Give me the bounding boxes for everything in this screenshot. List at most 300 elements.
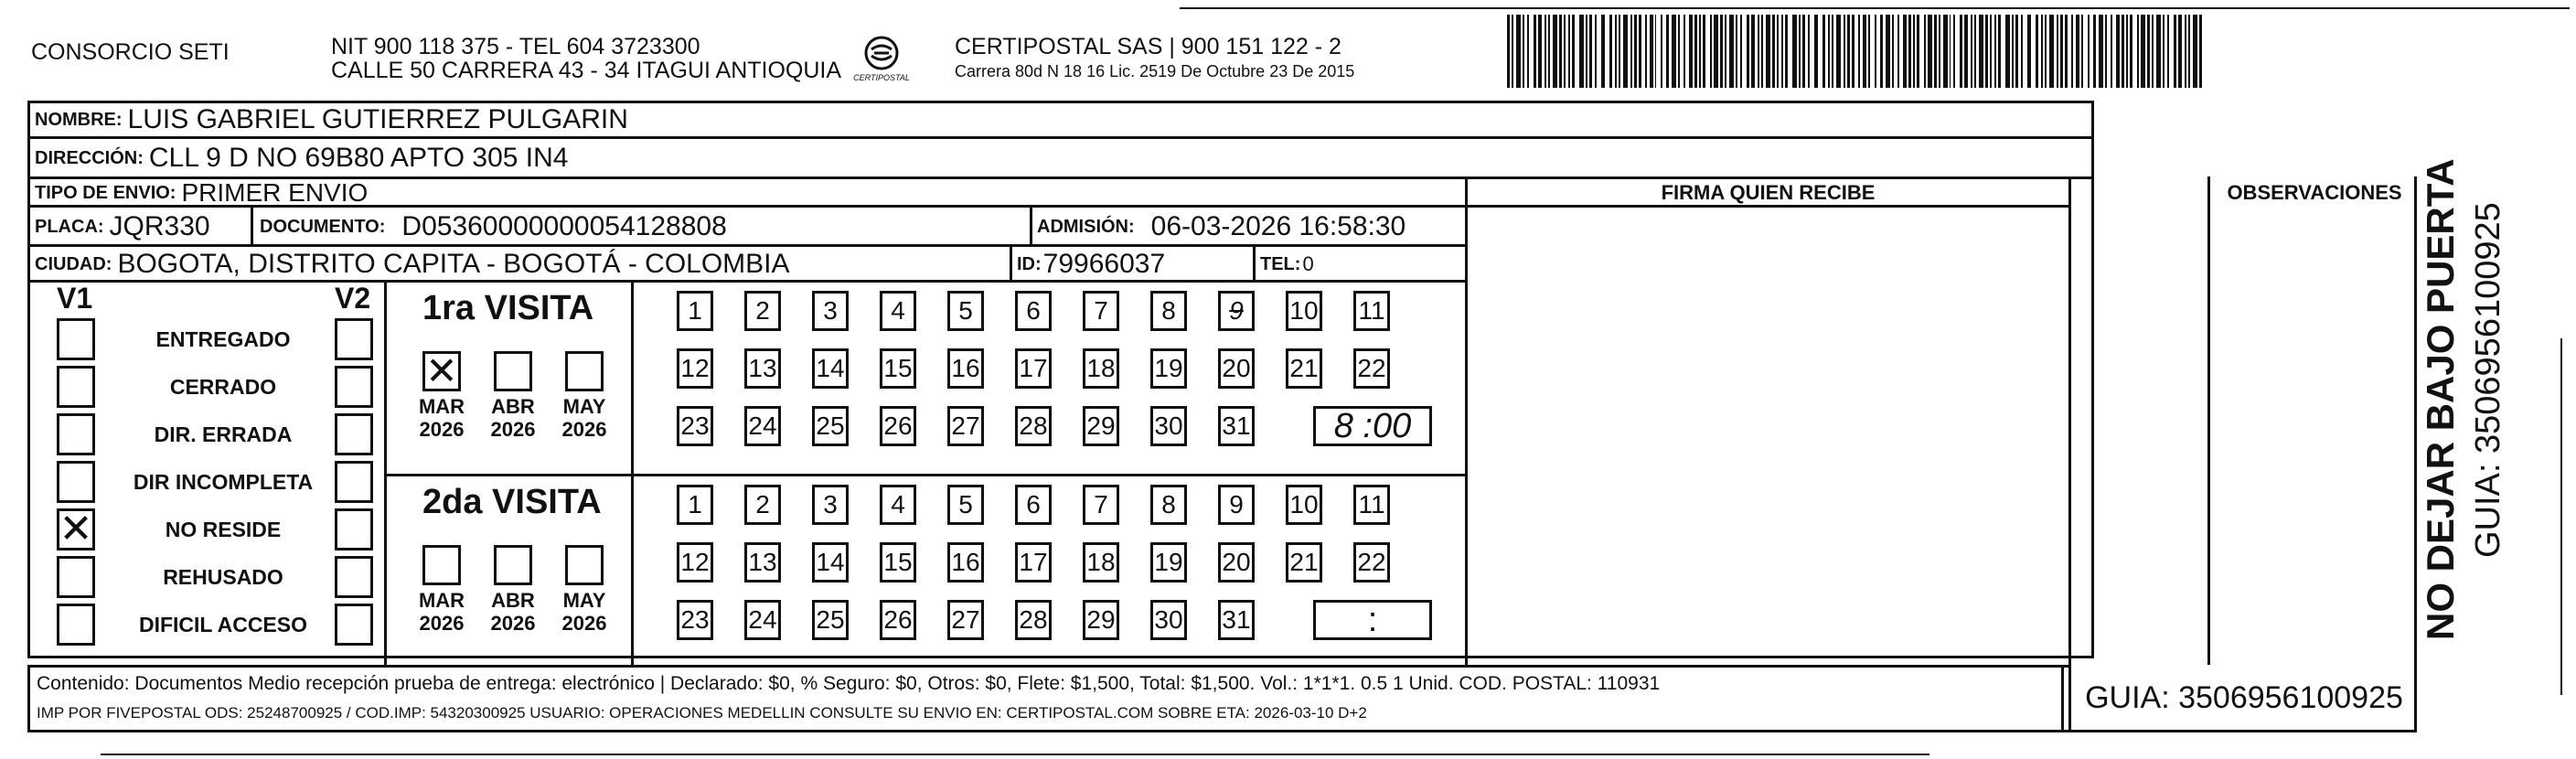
barcode-bar [1512, 15, 1513, 88]
first-year-label: 2026 [490, 418, 536, 441]
footer-guia: GUIA: 3506956100925 [2085, 680, 2403, 715]
first-day-box[interactable]: 15 [880, 348, 916, 389]
first-month-checkbox[interactable] [494, 351, 532, 391]
second-month-label: ABR [491, 589, 535, 612]
first-day-box[interactable]: 21 [1286, 348, 1322, 389]
barcode-bar [2167, 15, 2169, 88]
first-day-box[interactable]: 13 [744, 348, 781, 389]
first-day-box[interactable]: 8 [1150, 291, 1187, 331]
barcode-bar [1799, 15, 1801, 88]
certipostal-line: CERTIPOSTAL SAS | 900 151 122 - 2 [955, 34, 1341, 59]
second-month-caption [556, 589, 613, 635]
warning-text: NO DEJAR BAJO PUERTA [2419, 158, 2462, 640]
certipostal-logo-icon [854, 33, 909, 91]
v2-checkbox[interactable] [335, 318, 373, 360]
barcode-bar [2057, 15, 2058, 88]
first-day-box[interactable]: 28 [1015, 406, 1052, 446]
nombre-value: LUIS GABRIEL GUTIERREZ PULGARIN [127, 104, 628, 134]
footer-print-line: IMP POR FIVEPOSTAL ODS: 25248700925 / COD.IMP: 54320300925 USUARIO: OPERACIONES MEDELLIN CONSULTE SU ENVIO EN: CERTIPOSTAL.COM SOBRE ETA: 2026-03-10 D+2 [37, 704, 1367, 722]
barcode-bar [1559, 15, 1562, 88]
first-year-label: 2026 [419, 418, 465, 441]
barcode-bar [1892, 15, 1894, 88]
barcode-bar [2049, 15, 2054, 88]
footer-content-line: Contenido: Documentos Medio recepción prueba de entrega: electrónico | Declarado: $0, % Seguro: $0, Otros: $0, Flete: $1,500, Total: $1,500. Vol.: 1*1*1. 0.5 1 Unid. COD. POSTAL: 110931 [37, 673, 1661, 694]
barcode-bar [1781, 15, 1783, 88]
first-day-box[interactable]: 16 [947, 348, 984, 389]
barcode-bar [2174, 15, 2176, 88]
v1-checkbox[interactable] [57, 461, 95, 503]
edge-rule [2560, 338, 2562, 695]
barcode-bar [1844, 15, 1845, 88]
barcode-bar [1736, 15, 1737, 88]
barcode-bar [1924, 15, 1926, 88]
nombre-field [35, 102, 628, 137]
status-reason-label: NO RESIDE [165, 518, 282, 541]
second-day-box[interactable]: 22 [1353, 542, 1390, 583]
second-day-box[interactable]: 10 [1286, 485, 1322, 525]
barcode-bar [1740, 15, 1742, 88]
second-day-box[interactable]: 28 [1015, 600, 1052, 640]
barcode-bar [1572, 15, 1575, 88]
barcode-bar [2141, 15, 2145, 88]
barcode-bar [1913, 15, 1915, 88]
barcode-bar [1832, 15, 1833, 88]
status-reason-label: DIR INCOMPLETA [133, 470, 314, 494]
barcode-bar [1523, 15, 1524, 88]
barcode-bar [2137, 15, 2139, 88]
barcode-bar [1808, 15, 1810, 88]
barcode-bar [1615, 15, 1617, 88]
barcode-bar [2065, 15, 2068, 88]
direccion-field [35, 139, 568, 177]
barcode-bar [1836, 15, 1841, 88]
second-day-box[interactable]: 30 [1150, 600, 1187, 640]
barcode-bar [1943, 15, 1948, 88]
col-divider [1253, 247, 1256, 280]
barcode-bar [1507, 15, 1510, 88]
barcode-bar [1634, 15, 1637, 88]
barcode-bar [1990, 15, 1992, 88]
barcode-bar [1545, 15, 1546, 88]
first-year-label: 2026 [561, 418, 607, 441]
barcode-bar [1979, 15, 1983, 88]
observaciones-header: OBSERVACIONES [2227, 181, 2402, 204]
first-month-caption [556, 395, 613, 441]
documento-value: D05360000000054128808 [401, 211, 727, 241]
barcode-bar [1974, 15, 1976, 88]
v2-checkbox[interactable] [335, 366, 373, 408]
v2-checkbox[interactable] [335, 556, 373, 598]
barcode-bar [1852, 15, 1855, 88]
first-day-box[interactable]: 11 [1353, 291, 1390, 331]
id-value: 79966037 [1042, 249, 1166, 279]
second-day-box[interactable]: 9 [1218, 485, 1255, 525]
tipo-label: TIPO DE ENVIO: [35, 182, 176, 203]
barcode-bar [1897, 15, 1899, 88]
row-divider [27, 730, 2417, 732]
barcode-bar [2111, 15, 2112, 88]
barcode-bar [1564, 15, 1566, 88]
nit-line: NIT 900 118 375 - TEL 604 3723300 [331, 34, 700, 59]
row-divider [27, 665, 2071, 668]
row-divider [384, 474, 1465, 476]
v1-checkbox[interactable] [57, 413, 95, 455]
barcode-bar [2130, 15, 2132, 88]
second-visit-title: 2da VISITA [422, 483, 602, 521]
tipo-field [35, 179, 368, 207]
second-year-label: 2026 [419, 612, 465, 635]
v2-label: V2 [335, 282, 371, 315]
col-divider [27, 665, 30, 732]
ciudad-value: BOGOTA, DISTRITO CAPITA - BOGOTÁ - COLOMBIA [117, 249, 790, 279]
barcode-bar [2163, 15, 2164, 88]
barcode-bar [1586, 15, 1587, 88]
v2-checkbox[interactable] [335, 413, 373, 455]
admision-label: ADMISIÓN: [1037, 216, 1135, 237]
first-day-box[interactable]: 29 [1083, 406, 1119, 446]
first-day-box[interactable]: 22 [1353, 348, 1390, 389]
barcode-bar [2060, 15, 2063, 88]
barcode-bar [1960, 15, 1962, 88]
documento-field [260, 208, 727, 245]
first-month-label: ABR [491, 395, 535, 418]
barcode-bar [1908, 15, 1911, 88]
barcode-bar [1939, 15, 1940, 88]
col-divider [2207, 176, 2210, 665]
col-divider [2414, 176, 2417, 665]
barcode-bar [2122, 15, 2124, 88]
admision-field [1037, 208, 1406, 245]
v1-checkbox[interactable] [57, 556, 95, 598]
second-day-box[interactable]: 16 [947, 542, 984, 583]
barcode-bar [1579, 15, 1584, 88]
barcode-bar [2076, 15, 2079, 88]
barcode-bar [1928, 15, 1932, 88]
barcode-bar [1875, 15, 1876, 88]
second-day-box[interactable]: 8 [1150, 485, 1187, 525]
second-day-box[interactable]: 18 [1083, 542, 1119, 583]
second-month-checkbox[interactable] [422, 545, 461, 585]
v2-checkbox[interactable] [335, 508, 373, 551]
barcode-bar [1568, 15, 1570, 88]
first-day-box[interactable]: 3 [812, 291, 849, 331]
status-reason-label: DIR. ERRADA [154, 422, 293, 446]
barcode-bar [1822, 15, 1825, 88]
first-day-box[interactable]: 26 [880, 406, 916, 446]
barcode-bar [1548, 15, 1550, 88]
barcode-bar [1858, 15, 1860, 88]
second-day-box[interactable]: 12 [677, 542, 713, 583]
second-day-box[interactable]: 29 [1083, 600, 1119, 640]
barcode-bar [1903, 15, 1907, 88]
second-day-box[interactable]: 26 [880, 600, 916, 640]
barcode-bar [1699, 15, 1701, 88]
second-month-label: MAR [418, 589, 465, 612]
col-divider [1465, 176, 1468, 665]
barcode-bar [1950, 15, 1951, 88]
barcode-bar [2126, 15, 2128, 88]
barcode-bar [1714, 15, 1718, 88]
id-field [1017, 247, 1165, 282]
ciudad-label: CIUDAD: [35, 253, 112, 274]
barcode-bar [1766, 15, 1770, 88]
first-month-caption [485, 395, 541, 441]
v1-checkbox[interactable]: ✕ [57, 508, 95, 551]
first-day-box-marked[interactable]: 9 [1218, 291, 1255, 331]
barcode-bar [2036, 15, 2038, 88]
col-divider [2068, 665, 2071, 732]
barcode-icon [1507, 15, 2204, 88]
first-day-box[interactable]: 31 [1218, 406, 1255, 446]
first-month-checkbox[interactable] [565, 351, 604, 391]
barcode-bar [1998, 15, 2001, 88]
tipo-value: PRIMER ENVIO [181, 179, 369, 207]
nombre-label: NOMBRE: [35, 109, 123, 130]
second-day-box[interactable]: 25 [812, 600, 849, 640]
barcode-bar [1639, 15, 1641, 88]
barcode-bar [1619, 15, 1620, 88]
first-day-box[interactable]: 12 [677, 348, 713, 389]
placa-value: JQR330 [109, 211, 210, 241]
barcode-bar [2147, 15, 2150, 88]
barcode-bar [2152, 15, 2154, 88]
barcode-bar [1971, 15, 1972, 88]
first-day-box[interactable]: 4 [880, 291, 916, 331]
second-day-box[interactable]: 2 [744, 485, 781, 525]
barcode-bar [1802, 15, 1805, 88]
first-day-box[interactable]: 27 [947, 406, 984, 446]
second-day-box[interactable]: 27 [947, 600, 984, 640]
barcode-bar [1678, 15, 1680, 88]
barcode-bar [1985, 15, 1988, 88]
barcode-bar [1527, 15, 1529, 88]
barcode-bar [2116, 15, 2120, 88]
status-reason-label: CERRADO [169, 375, 277, 399]
barcode-bar [2081, 15, 2083, 88]
v1-checkbox[interactable] [57, 604, 95, 646]
barcode-bar [1516, 15, 1521, 88]
ciudad-field [35, 247, 790, 282]
company-name: CONSORCIO SETI [31, 39, 230, 65]
second-day-box[interactable]: 11 [1353, 485, 1390, 525]
logo-text: CERTIPOSTAL [853, 73, 910, 82]
certipostal-logo [854, 33, 909, 91]
first-day-box[interactable]: 5 [947, 291, 984, 331]
first-day-box[interactable]: 1 [677, 291, 713, 331]
second-day-box[interactable]: 20 [1218, 542, 1255, 583]
first-day-box[interactable]: 18 [1083, 348, 1119, 389]
v2-checkbox[interactable] [335, 604, 373, 646]
col-divider [2068, 208, 2071, 665]
first-day-box[interactable]: 10 [1286, 291, 1322, 331]
barcode-bar [1703, 15, 1705, 88]
top-rule [1180, 7, 2570, 9]
barcode-bar [1630, 15, 1632, 88]
second-day-box[interactable]: 6 [1015, 485, 1052, 525]
barcode-bar [1868, 15, 1870, 88]
first-month-checkbox[interactable]: ✕ [422, 351, 461, 391]
barcode-bar [1863, 15, 1866, 88]
barcode-bar [1553, 15, 1557, 88]
barcode-bar [1792, 15, 1797, 88]
address-line: CALLE 50 CARRERA 43 - 34 ITAGUI ANTIOQUIA [331, 58, 842, 83]
v2-checkbox[interactable] [335, 461, 373, 503]
barcode-bar [1534, 15, 1536, 88]
barcode-bar [1720, 15, 1723, 88]
second-day-box[interactable]: 15 [880, 542, 916, 583]
second-day-box[interactable]: 23 [677, 600, 713, 640]
barcode-bar [1880, 15, 1883, 88]
first-day-box[interactable]: 24 [744, 406, 781, 446]
first-day-box[interactable]: 23 [677, 406, 713, 446]
firma-header: FIRMA QUIEN RECIBE [1661, 181, 1876, 204]
barcode-bar [2093, 15, 2096, 88]
first-time-field[interactable]: 8 :00 [1313, 406, 1432, 446]
barcode-bar [2193, 15, 2197, 88]
barcode-bar [1694, 15, 1697, 88]
barcode-bar [1828, 15, 1830, 88]
barcode-bar [2088, 15, 2090, 88]
id-label: ID: [1017, 253, 1042, 274]
tel-label: TEL: [1260, 253, 1301, 274]
barcode-bar [2027, 15, 2031, 88]
barcode-bar [1595, 15, 1597, 88]
barcode-bar [1772, 15, 1775, 88]
second-month-caption [413, 589, 470, 635]
barcode-bar [1589, 15, 1592, 88]
second-day-box[interactable]: 4 [880, 485, 916, 525]
first-month-label: MAR [418, 395, 465, 418]
col-divider [2061, 668, 2064, 730]
barcode-bar [1785, 15, 1788, 88]
second-month-checkbox[interactable] [565, 545, 604, 585]
placa-label: PLACA: [35, 216, 104, 237]
second-day-box[interactable]: 7 [1083, 485, 1119, 525]
barcode-bar [1655, 15, 1657, 88]
barcode-bar [2099, 15, 2103, 88]
barcode-bar [1666, 15, 1669, 88]
first-month-label: MAY [562, 395, 606, 418]
second-day-box[interactable]: 17 [1015, 542, 1052, 583]
first-day-box[interactable]: 30 [1150, 406, 1187, 446]
barcode-bar [2105, 15, 2107, 88]
admision-value: 06-03-2026 16:58:30 [1150, 211, 1406, 241]
barcode-bar [2015, 15, 2018, 88]
barcode-bar [2005, 15, 2010, 88]
barcode-bar [1661, 15, 1662, 88]
barcode-bar [1689, 15, 1693, 88]
barcode-bar [1847, 15, 1850, 88]
side-guia-text: GUIA: 3506956100925 [2469, 202, 2507, 558]
second-day-box[interactable]: 3 [812, 485, 849, 525]
first-day-box[interactable]: 25 [812, 406, 849, 446]
first-day-box[interactable]: 17 [1015, 348, 1052, 389]
first-day-box[interactable]: 20 [1218, 348, 1255, 389]
v1-checkbox[interactable] [57, 366, 95, 408]
barcode-bar [1710, 15, 1712, 88]
first-day-box[interactable]: 7 [1083, 291, 1119, 331]
bottom-rule [101, 754, 1929, 755]
barcode-bar [1964, 15, 1968, 88]
barcode-bar [1917, 15, 1919, 88]
barcode-bar [1650, 15, 1653, 88]
col-divider [1010, 247, 1012, 280]
second-month-label: MAY [562, 589, 606, 612]
second-day-box[interactable]: 14 [812, 542, 849, 583]
first-day-box[interactable]: 19 [1150, 348, 1187, 389]
second-day-box[interactable]: 19 [1150, 542, 1187, 583]
second-month-caption [485, 589, 541, 635]
second-day-box[interactable]: 31 [1218, 600, 1255, 640]
barcode-bar [2178, 15, 2182, 88]
barcode-bar [2021, 15, 2023, 88]
barcode-bar [1601, 15, 1605, 88]
barcode-bar [2185, 15, 2186, 88]
tel-field [1260, 247, 1314, 282]
second-day-box[interactable]: 1 [677, 485, 713, 525]
barcode-bar [2012, 15, 2014, 88]
barcode-bar [2199, 15, 2202, 88]
second-day-box[interactable]: 24 [744, 600, 781, 640]
second-day-box[interactable]: 21 [1286, 542, 1322, 583]
barcode-bar [1751, 15, 1755, 88]
barcode-bar [1683, 15, 1685, 88]
barcode-bar [2188, 15, 2190, 88]
status-reason-label: DIFICIL ACCESO [138, 613, 307, 636]
v1-checkbox[interactable] [57, 318, 95, 360]
col-divider [384, 280, 387, 665]
barcode-bar [1747, 15, 1749, 88]
first-day-box[interactable]: 2 [744, 291, 781, 331]
status-reason-label: REHUSADO [163, 565, 283, 589]
barcode-bar [1886, 15, 1890, 88]
license-line: Carrera 80d N 18 16 Lic. 2519 De Octubre 23 De 2015 [955, 62, 1355, 80]
second-time-field[interactable]: : [1313, 600, 1432, 640]
barcode-bar [1953, 15, 1955, 88]
barcode-bar [1672, 15, 1676, 88]
barcode-bar [1538, 15, 1542, 88]
barcode-bar [1609, 15, 1612, 88]
status-reason-label: ENTREGADO [155, 327, 291, 351]
second-day-box[interactable]: 5 [947, 485, 984, 525]
first-visit-title: 1ra VISITA [422, 289, 594, 327]
barcode-bar [2156, 15, 2161, 88]
documento-label: DOCUMENTO: [260, 216, 386, 237]
barcode-bar [1758, 15, 1759, 88]
barcode-bar [1761, 15, 1763, 88]
first-day-box[interactable]: 6 [1015, 291, 1052, 331]
barcode-bar [1729, 15, 1734, 88]
second-month-checkbox[interactable] [494, 545, 532, 585]
col-divider [251, 208, 253, 244]
v1-label: V1 [57, 282, 93, 315]
barcode-bar [2045, 15, 2047, 88]
barcode-bar [1623, 15, 1628, 88]
placa-field [35, 208, 210, 245]
barcode-bar [1725, 15, 1726, 88]
first-day-box[interactable]: 14 [812, 348, 849, 389]
col-divider [631, 280, 634, 665]
barcode-bar [1777, 15, 1779, 88]
first-month-caption [413, 395, 470, 441]
barcode-bar [2071, 15, 2073, 88]
col-divider [1030, 208, 1032, 244]
second-day-box[interactable]: 13 [744, 542, 781, 583]
barcode-bar [1645, 15, 1647, 88]
direccion-value: CLL 9 D NO 69B80 APTO 305 IN4 [148, 143, 569, 173]
direccion-label: DIRECCIÓN: [35, 147, 144, 168]
barcode-bar [1994, 15, 1996, 88]
